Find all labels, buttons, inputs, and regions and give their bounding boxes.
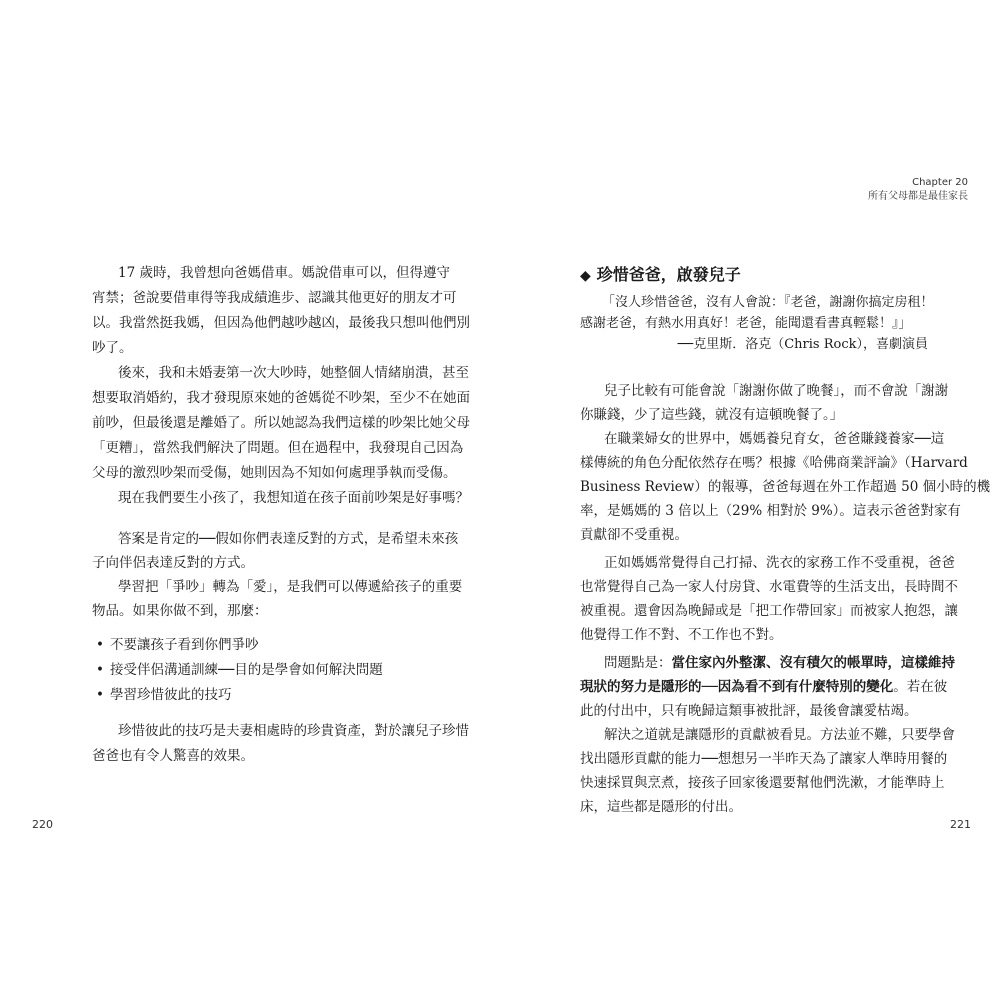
quote-line: 「沒人珍惜爸爸，沒有人會說：『老爸，謝謝你搞定房租！ [602,295,934,310]
body-line: 你賺錢，少了這些錢，就沒有這頓晚餐了。」 [580,407,844,423]
left-letter-line: 吵了。 [92,340,133,356]
left-letter-line: 以。我當然挺我媽，但因為他們越吵越凶，最後我只想叫他們別 [92,315,470,331]
point-text: 。若在彼 [893,679,948,695]
body-line: 被重視。還會因為晚歸或是「把工作帶回家」而被家人抱怨，讓 [580,603,958,619]
body-line: Business Review）的報導，爸爸每週在外工作超過 50 個小時的機 [580,479,991,495]
point-line [580,676,947,698]
left-letter-line: 17 歲時，我曾想向爸媽借車。媽說借車可以，但得遵守 [118,265,450,281]
bullet-text: 學習珍惜彼此的技巧 [110,687,232,703]
body-line: 也常覺得自己為一家人付房貸、水電費等的生活支出，長時間不 [580,579,958,595]
closing-line: 珍惜彼此的技巧是夫妻相處時的珍貴資產，對於讓兒子珍惜 [118,723,469,739]
body-line: 他覺得工作不對、不工作也不對。 [580,627,783,643]
point-emphasis: 當住家內外整潔、沒有積欠的帳單時，這樣維持 [671,655,955,671]
page-number-left: 220 [32,818,53,831]
left-letter-line: 父母的激烈吵架而受傷，她則因為不知如何處理爭執而受傷。 [92,465,457,481]
body-line: 在職業婦女的世界中，媽媽養兒育女，爸爸賺錢養家──這 [604,431,945,447]
quote-attribution: ──克里斯．洛克（Chris Rock），喜劇演員 [677,337,928,352]
bullet-symbol: • [96,637,104,653]
running-head [868,176,968,204]
left-letter-line: 現在我們要生小孩了，我想知道在孩子面前吵架是好事嗎？ [118,490,469,506]
left-letter-line: 「更糟」，當然我們解決了問題。但在過程中，我發現自己因為 [92,440,464,456]
answer-line: 物品。如果你做不到，那麼： [92,603,268,619]
point-label: 問題點是： [604,655,672,671]
body-line: 貢獻卻不受重視。 [580,527,688,543]
point-line [604,652,955,674]
bullet-symbol: • [96,687,104,703]
bullet-text: 不要讓孩子看到你們爭吵 [110,637,259,653]
bullet-item [96,684,232,706]
body-line: 正如媽媽常覺得自己打掃、洗衣的家務工作不受重視，爸爸 [604,555,955,571]
bullet-item [96,659,383,681]
left-letter-line: 想要取消婚約，我才發現原來她的爸媽從不吵架，至少不在她面 [92,390,470,406]
solution-line: 床，這些都是隱形的付出。 [580,799,742,815]
section-heading-text: 珍惜爸爸，啟發兒子 [596,265,741,284]
left-letter-line: 前吵，但最後還是離婚了。所以她認為我們這樣的吵架比她父母 [92,415,470,431]
chapter-title: 所有父母都是最佳家長 [868,191,968,202]
body-line: 率，是媽媽的 3 倍以上（29% 相對於 9%）。這表示爸爸對家有 [580,503,961,519]
left-letter-line: 後來，我和未婚妻第一次大吵時，她整個人情緒崩潰，甚至 [118,365,469,381]
page-number-right: 221 [950,818,971,831]
left-letter-line: 宵禁；爸說要借車得等我成績進步、認識其他更好的朋友才可 [92,290,457,306]
chapter-label: Chapter 20 [912,177,968,188]
closing-line: 爸爸也有令人驚喜的效果。 [92,748,254,764]
solution-line: 快速採買與烹煮，接孩子回家後還要幫他們洗漱，才能準時上 [580,775,945,791]
answer-line: 答案是肯定的──假如你們表達反對的方式，是希望未來孩 [118,531,459,547]
section-heading [580,264,741,287]
answer-line: 學習把「爭吵」轉為「愛」，是我們可以傳遞給孩子的重要 [118,579,463,595]
solution-line: 解決之道就是讓隱形的貢獻被看見。方法並不難，只要學會 [604,727,955,743]
bullet-symbol: • [96,662,104,678]
body-line: 兒子比較有可能會說「謝謝你做了晚餐」，而不會說「謝謝 [604,383,949,399]
answer-line: 子向伴侶表達反對的方式。 [92,555,254,571]
solution-line: 找出隱形貢獻的能力──想想另一半昨天為了讓家人準時用餐的 [580,751,948,767]
bullet-text: 接受伴侶溝通訓練──目的是學會如何解決問題 [110,662,383,678]
body-line: 樣傳統的角色分配依然存在嗎？根據《哈佛商業評論》（Harvard [580,455,968,471]
diamond-icon: ◆ [580,268,591,284]
bullet-item [96,634,259,656]
quote-line: 感謝老爸，有熱水用真好！老爸，能聞還看書真輕鬆！』」 [580,316,912,331]
point-line: 此的付出中，只有晚歸這類事被批評，最後會讓愛枯竭。 [580,703,918,719]
point-emphasis: 現狀的努力是隱形的──因為看不到有什麼特別的變化 [580,679,894,695]
